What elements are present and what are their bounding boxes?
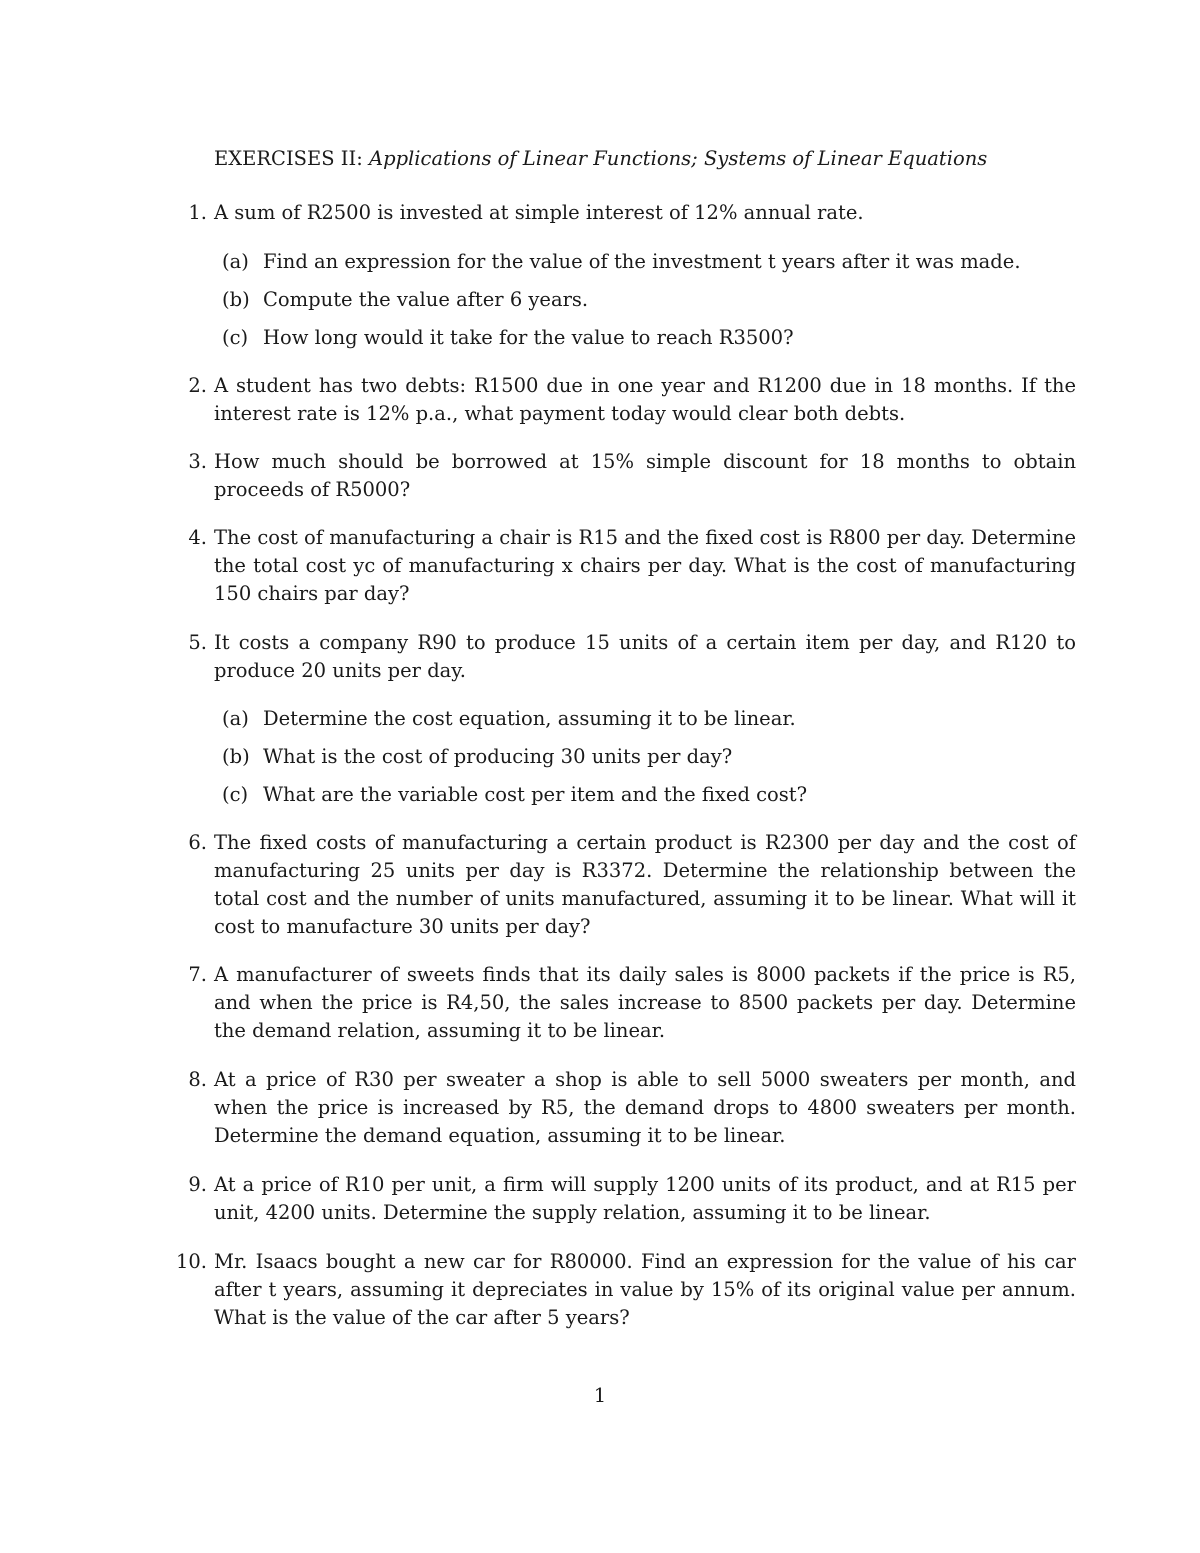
exercise-number: 4. <box>188 526 207 549</box>
part-label: (c) <box>222 326 249 349</box>
exercise-number: 10. <box>175 1250 207 1273</box>
part-label: (a) <box>222 250 249 273</box>
part-text: Find an expression for the value of the investment t years after it was made. <box>263 250 1021 273</box>
exercise-text: How much should be borrowed at 15% simple discount for 18 months to obtain proceeds of R5000? <box>214 450 1076 501</box>
part-text: What are the variable cost per item and the fixed cost? <box>263 783 808 806</box>
exercise-text: It costs a company R90 to produce 15 units of a certain item per day, and R120 to produce 20 units per day. <box>214 631 1076 682</box>
exercise-number: 9. <box>188 1173 207 1196</box>
exercise-number: 3. <box>188 450 207 473</box>
exercise-number: 7. <box>188 963 207 986</box>
part-label: (b) <box>222 745 250 768</box>
page-number: 1 <box>593 1384 607 1407</box>
part-text: Determine the cost equation, assuming it to be linear. <box>263 707 796 730</box>
exercise-text: A manufacturer of sweets finds that its daily sales is 8000 packets if the price is R5, and when the price is R4,50, the sales increase to 8500 packets per day. Determine the demand relation, assuming it to be linear. <box>214 963 1076 1042</box>
exercise-text: The fixed costs of manufacturing a certain product is R2300 per day and the cost of manufacturing 25 units per day is R3372. Determine the relationship between the total cost and the number of units manufactured, assuming it to be linear. What will it cost to manufacture 30 units per day? <box>214 831 1076 938</box>
exercise-number: 1. <box>188 201 207 224</box>
exercise-text: At a price of R30 per sweater a shop is able to sell 5000 sweaters per month, and when the price is increased by R5, the demand drops to 4800 sweaters per month. Determine the demand equation, assuming it to be linear. <box>214 1068 1076 1147</box>
exercise-number: 5. <box>188 631 207 654</box>
part-label: (c) <box>222 783 249 806</box>
page-title <box>214 145 987 173</box>
exercise-text: At a price of R10 per unit, a firm will supply 1200 units of its product, and at R15 per unit, 4200 units. Determine the supply relation, assuming it to be linear. <box>214 1173 1076 1224</box>
exercise-text: Mr. Isaacs bought a new car for R80000. Find an expression for the value of his car after t years, assuming it depreciates in value by 15% of its original value per annum. What is the value of the car after 5 years? <box>214 1250 1076 1329</box>
title-subtitle: Applications of Linear Functions; Systems of Linear Equations <box>369 147 988 170</box>
exercise-text: A sum of R2500 is invested at simple interest of 12% annual rate. <box>214 201 864 224</box>
part-text: What is the cost of producing 30 units per day? <box>263 745 733 768</box>
part-text: How long would it take for the value to reach R3500? <box>263 326 794 349</box>
exercise-number: 8. <box>188 1068 207 1091</box>
exercise-number: 6. <box>188 831 207 854</box>
part-text: Compute the value after 6 years. <box>263 288 589 311</box>
title-prefix: EXERCISES II: <box>214 147 363 170</box>
part-label: (a) <box>222 707 249 730</box>
part-label: (b) <box>222 288 250 311</box>
exercise-text: A student has two debts: R1500 due in one year and R1200 due in 18 months. If the interest rate is 12% p.a., what payment today would clear both debts. <box>214 374 1076 425</box>
exercise-text: The cost of manufacturing a chair is R15 and the fixed cost is R800 per day. Determine the total cost yc of manufacturing x chairs per day. What is the cost of manufacturing 150 chairs par day? <box>214 526 1076 605</box>
exercise-number: 2. <box>188 374 207 397</box>
